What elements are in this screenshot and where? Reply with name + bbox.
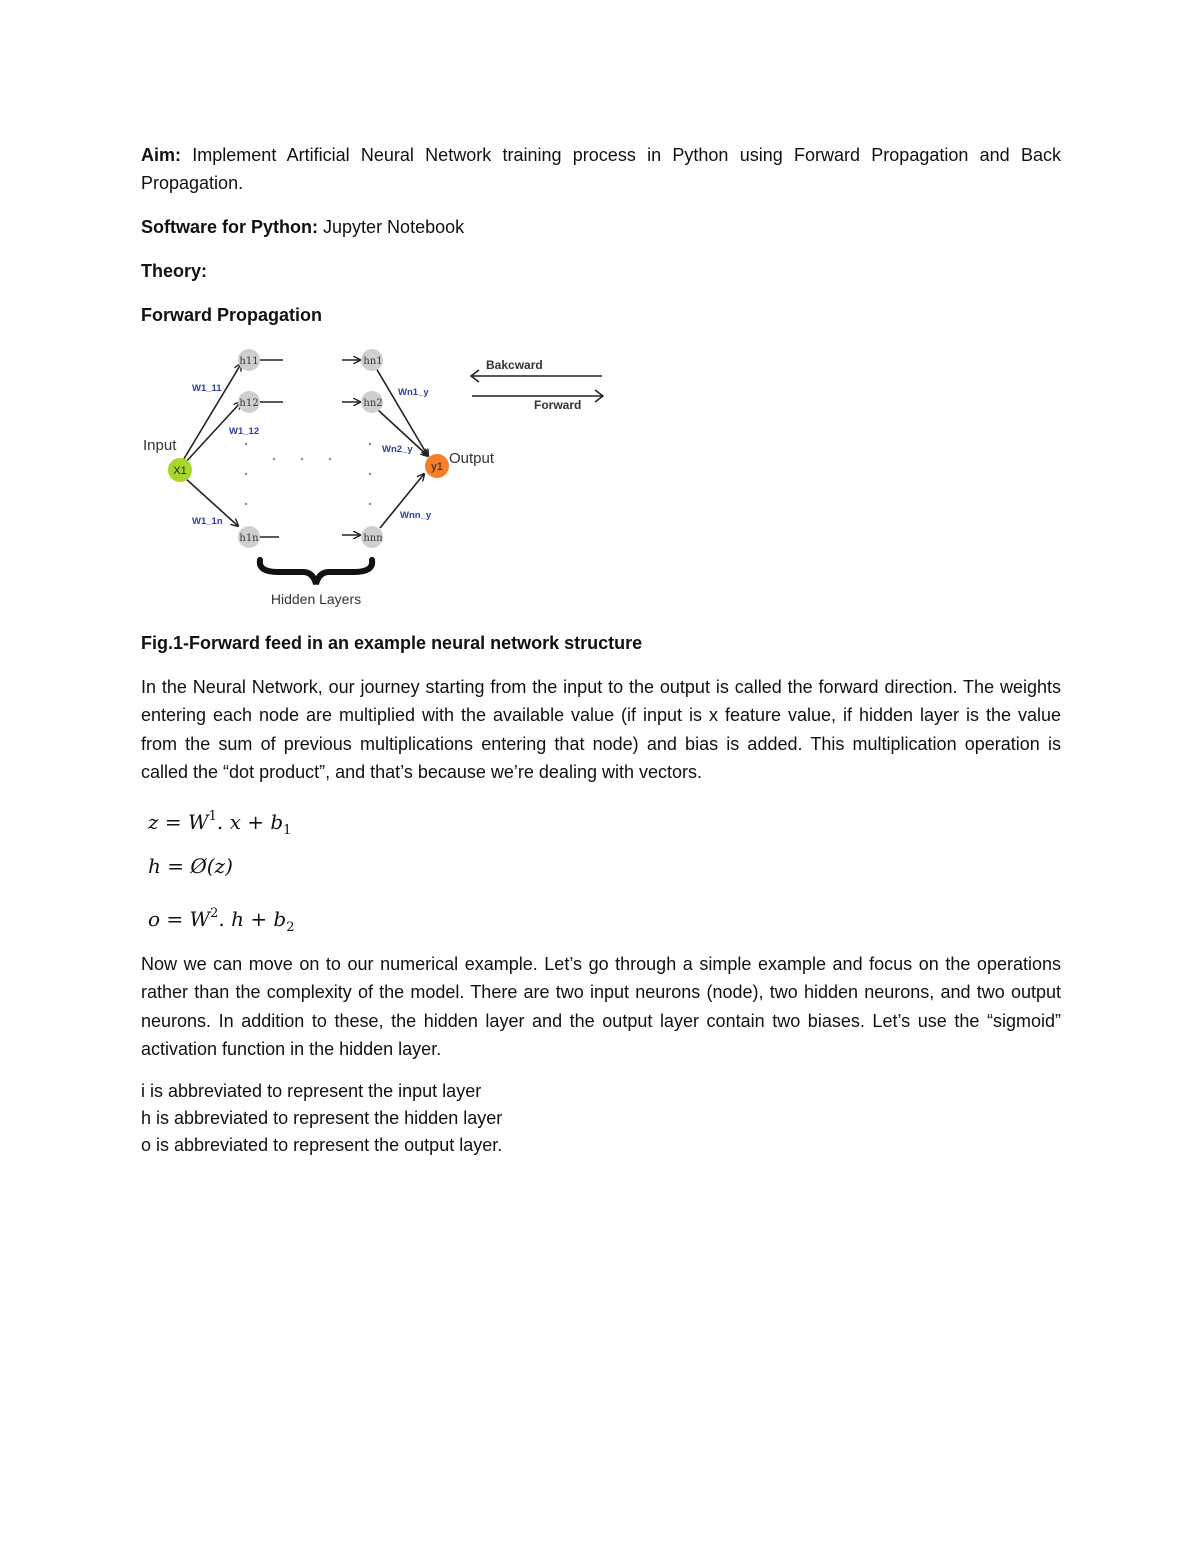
hidden-nodes bbox=[238, 349, 383, 548]
software-label: Software for Python: bbox=[141, 217, 319, 237]
section-heading: Forward Propagation bbox=[141, 305, 323, 325]
abbreviation-input: i is abbreviated to represent the input layer bbox=[141, 1081, 482, 1101]
eq1-mid: . x + b bbox=[216, 810, 284, 834]
weight-wn1-y: Wn1_y bbox=[398, 387, 429, 398]
node-label-h11: h11 bbox=[239, 356, 259, 367]
weight-w1-1n: W1_1n bbox=[192, 516, 223, 527]
eq1-lhs: z = W bbox=[148, 810, 209, 834]
eq3-lhs: o = W bbox=[148, 907, 211, 931]
figure-caption: Fig.1-Forward feed in an example neural network structure bbox=[141, 633, 643, 653]
node-label-hn1: hn1 bbox=[363, 356, 383, 367]
forward-propagation-diagram bbox=[138, 340, 618, 615]
eq3-mid: . h + b bbox=[218, 907, 287, 931]
weight-w1-11: W1_11 bbox=[192, 383, 222, 394]
weight-w1-12: W1_12 bbox=[229, 426, 260, 437]
equation-3 bbox=[148, 902, 295, 940]
backward-label: Bakcward bbox=[486, 358, 543, 372]
intro-paragraph: In the Neural Network, our journey starting from the input to the output is called the forward direction. The weights entering each node are multiplied with the available value (if input is x feature value, if hidden layer is the value from the sum of previous multiplications entering that node) and bias is added. This multiplication operation is called the “dot product”, and that’s because we’re dealing with vectors. bbox=[141, 677, 1061, 782]
eq1-sup: 1 bbox=[208, 809, 217, 824]
software-value: Jupyter Notebook bbox=[323, 217, 465, 237]
theory-heading: Theory: bbox=[141, 261, 208, 281]
node-label-x1: X1 bbox=[173, 465, 187, 477]
abbreviation-list bbox=[141, 1078, 502, 1159]
eq3-sup: 2 bbox=[210, 906, 219, 921]
equation-2: h = Ø(z) bbox=[148, 854, 233, 878]
weight-wnn-y: Wnn_y bbox=[400, 510, 432, 521]
eq3-sub: 2 bbox=[286, 920, 295, 935]
abbreviation-output: o is abbreviated to represent the output layer. bbox=[141, 1135, 503, 1155]
hidden-stubs bbox=[260, 360, 360, 537]
hidden-layers-label: Hidden Layers bbox=[270, 591, 362, 607]
abbreviation-hidden: h is abbreviated to represent the hidden layer bbox=[141, 1108, 503, 1128]
aim-text: Implement Artificial Neural Network training process in Python using Forward Propagation and Back Propagation. bbox=[141, 145, 1061, 194]
eq1-sub: 1 bbox=[283, 823, 292, 838]
forward-label: Forward bbox=[534, 398, 582, 412]
node-label-hnn: hnn bbox=[363, 533, 383, 544]
node-label-hn2: hn2 bbox=[363, 398, 383, 409]
aim-paragraph bbox=[141, 141, 1061, 198]
input-label: Input bbox=[143, 437, 177, 454]
weight-wn2-y: Wn2_y bbox=[382, 444, 413, 455]
aim-label: Aim: bbox=[141, 145, 181, 165]
node-label-h12: h12 bbox=[239, 398, 259, 409]
node-label-h1n: h1n bbox=[239, 533, 259, 544]
ellipsis-dots bbox=[245, 443, 371, 505]
example-paragraph: Now we can move on to our numerical example. Let’s go through a simple example and focus on the operations rather than the complexity of the model. There are two input neurons (node), two hidden neurons, and two output neurons. In addition to these, the hidden layer and the output layer contain two biases. Let’s use the “sigmoid” activation function in the hidden layer. bbox=[141, 954, 1061, 1059]
output-label: Output bbox=[449, 450, 495, 467]
equation-1 bbox=[148, 805, 291, 843]
node-label-y1: y1 bbox=[431, 461, 443, 473]
software-line bbox=[141, 213, 1061, 241]
hidden-layer-brace bbox=[260, 560, 372, 584]
